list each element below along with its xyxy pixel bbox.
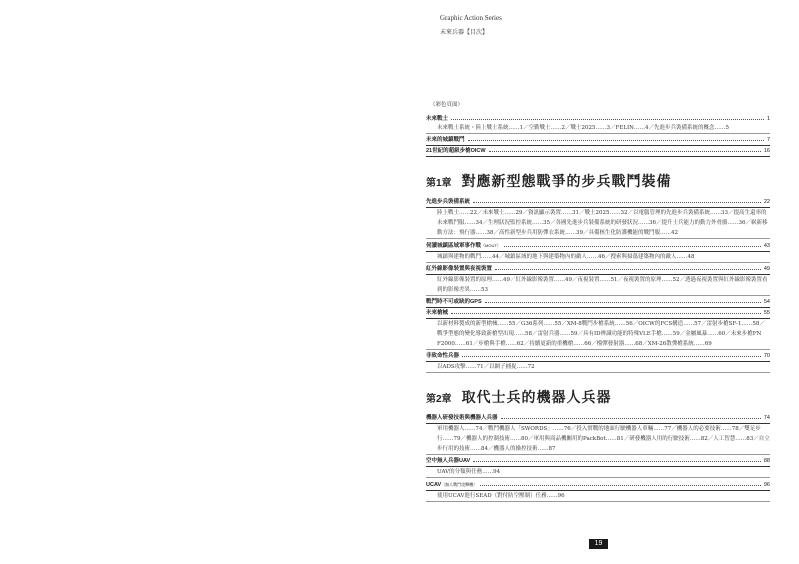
page-number: 19 bbox=[589, 539, 608, 549]
toc-entry: 紅外線影像裝置與夜視裝置 49 bbox=[426, 266, 770, 275]
toc-body: 軍用機器人……74／戰鬥機器人「SWORDS」……76／投入實戰的地面行駛機器人車輛……77／機器人的必要技術……78／雙足步行……79／機器人的控制技術……80／軍用與商品機關用的PackBot……81／研發機器人用的行駛技術……82／人工智慧……83／自立步行用的技術……84／機器人的操控技術……87 bbox=[426, 424, 770, 455]
toc-entry: 21世紀的超級步槍OICW 16 bbox=[426, 148, 770, 157]
toc-entry: 空中無人兵器UAV 88 bbox=[426, 458, 770, 467]
toc-body: 以新材料製成的新型槍械……55／G36系列……55／XM-8戰鬥步槍系統……56／OICW的FCS構造……57／雷射步槍SF-1……58／戰爭型態的變化導致新槍型出現……58／雷射兵器……59／具有ID辨識功能的特殊VLE手槍……59／金屬風暴……60／未來步槍FN F2000……61／步槍與手槍……62／持續更新的重機槍……66／榴彈發射器……68／XM-26散彈槍系統……69 bbox=[426, 319, 770, 350]
toc-body: 未來戰士系統・陸上戰士系統……1／空勤戰士……2／戰士2025……3／FELIN……4／先進步兵裝備系統的概念……5 bbox=[426, 123, 770, 134]
preface-label: （彩色頁面） bbox=[430, 102, 464, 108]
toc-entry: 先進步兵裝備系統 22 bbox=[426, 199, 770, 208]
toc-body: UAV的分類與任務……94 bbox=[426, 467, 770, 478]
toc-entry: UCAV（無人戰鬥攻擊機） 96 bbox=[426, 481, 770, 491]
toc-body: 紅外線影像裝置的原理……49／紅外線影像裝置……49／夜視裝置……51／夜視裝置的原理……52／透過夜視裝置與紅外線影像裝置看到的影像差異……53 bbox=[426, 275, 770, 296]
toc-body: 陸上戰士……22／未來戰士……29／資訊顯示裝置……31／戰士2025……32／以電腦管理的先進步兵裝備系統……33／提高生還率的未來戰鬥服……34／生理狀況監控系統……35／各國先進步兵裝備系統的研發狀況……36／提升士兵能力的動力外骨骼……36／嶄新移動方法：飛行器……38／高性新型步兵用防彈衣系統……39／具備核生化防護機能的戰鬥服……42 bbox=[426, 208, 770, 239]
chapter-heading: 第2章 取代士兵的機器人兵器 bbox=[426, 390, 612, 406]
toc-entry: 機器人研發技術與機器人兵器 74 bbox=[426, 415, 770, 424]
toc-entry: 非致命性兵器 70 bbox=[426, 353, 770, 362]
chapter-heading: 第1章 對應新型態戰爭的步兵戰鬥裝備 bbox=[426, 174, 672, 190]
toc-entry: 戰鬥時不可或缺的GPS 54 bbox=[426, 299, 770, 308]
toc-entry: 未來的城鎮戰鬥 7 bbox=[426, 137, 770, 146]
book-subtitle: 未來兵器【目次】 bbox=[440, 29, 489, 36]
toc-entry: 伺讀城鎮區域軍事作戰（MOUT） 43 bbox=[426, 242, 770, 252]
series-title: Graphic Action Series bbox=[440, 14, 502, 22]
toc-body: 城鎮與建物的戰鬥……44／城鎮區域的地下與建築物內的敵人……46／搜索與掃蕩建築物內的敵人……48 bbox=[426, 252, 770, 263]
toc-body: 使用UCAV進行SEAD（對付防空壓制）任務……96 bbox=[426, 491, 770, 502]
toc-entry: 未來戰士 1 bbox=[426, 116, 770, 122]
table-of-contents bbox=[426, 100, 770, 505]
toc-entry: 未來槍械 55 bbox=[426, 310, 770, 319]
toc-body: 以ADS攻擊……71／以網子捕捉……72 bbox=[426, 362, 770, 373]
